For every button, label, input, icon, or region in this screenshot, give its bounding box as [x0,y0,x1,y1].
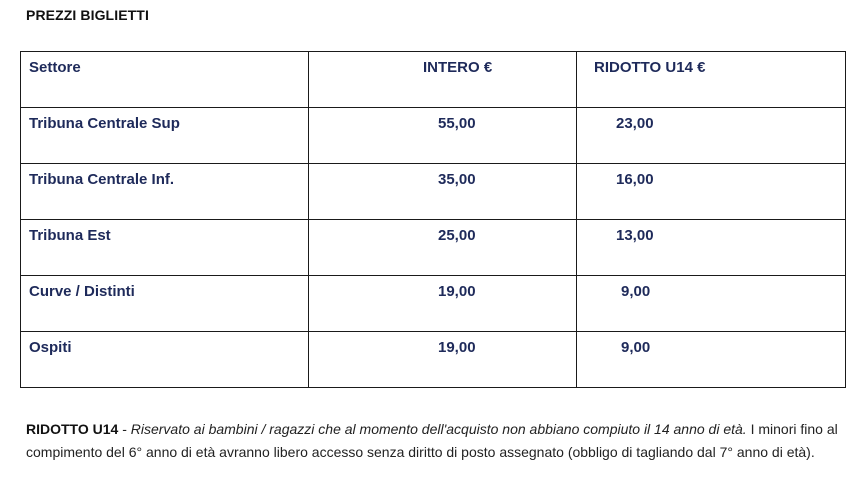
price-table [20,51,846,388]
cell-settore: Curve / Distinti [21,276,309,332]
note-lead: RIDOTTO U14 [26,421,119,437]
table-row [21,276,846,332]
table-row [21,164,846,220]
cell-intero: 55,00 [309,108,577,164]
note-italic: Riservato ai bambini / ragazzi che al momento dell'acquisto non abbiano compiuto il 14 anno di età. [130,421,747,437]
cell-ridotto: 9,00 [577,276,846,332]
table-header-row [21,52,846,108]
table-row [21,332,846,388]
header-ridotto: RIDOTTO U14 € [577,52,846,108]
cell-settore: Ospiti [21,332,309,388]
cell-ridotto: 16,00 [577,164,846,220]
cell-settore: Tribuna Centrale Sup [21,108,309,164]
table-row [21,220,846,276]
note-rest: I minori fino al compimento del 6° anno di età avranno libero accesso senza diritto di posto assegnato (obbligo di tagliando dal 7° anno di età). [26,421,838,460]
cell-ridotto: 23,00 [577,108,846,164]
note-separator: - [118,421,131,437]
header-settore: Settore [21,52,309,108]
table-row [21,108,846,164]
cell-intero: 19,00 [309,276,577,332]
cell-settore: Tribuna Centrale Inf. [21,164,309,220]
cell-intero: 35,00 [309,164,577,220]
cell-intero: 19,00 [309,332,577,388]
ridotto-note [26,418,838,463]
header-intero: INTERO € [309,52,577,108]
page-title: PREZZI BIGLIETTI [26,7,149,23]
cell-ridotto: 9,00 [577,332,846,388]
cell-settore: Tribuna Est [21,220,309,276]
cell-ridotto: 13,00 [577,220,846,276]
cell-intero: 25,00 [309,220,577,276]
